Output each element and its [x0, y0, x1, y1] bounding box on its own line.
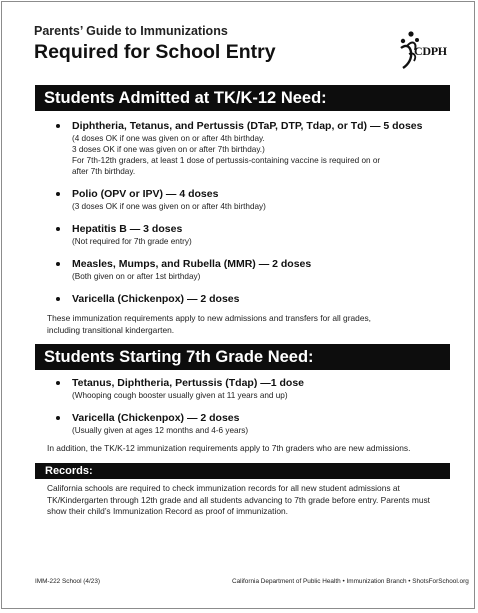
document-page	[1, 1, 475, 609]
page-header	[34, 24, 276, 65]
item-note: (Both given on or after 1st birthday)	[72, 272, 201, 281]
records-paragraph	[47, 483, 442, 518]
list-item	[56, 376, 436, 401]
list-item	[56, 292, 436, 306]
item-title: Tetanus, Diphtheria, Pertussis (Tdap) —1 dose	[72, 377, 305, 389]
item-note: (4 doses OK if one was given on or after 4th birthday.	[72, 134, 265, 143]
item-note: 3 doses OK if one was given on or after 7th birthday.)	[72, 145, 265, 154]
item-title: Polio (OPV or IPV) — 4 doses	[72, 188, 219, 200]
records-line: show their child’s Immunization Record as proof of immunization.	[47, 506, 288, 516]
7th-grade-requirements-list	[56, 376, 436, 436]
footnote-line: These immunization requirements apply to new admissions and transfers for all grades,	[47, 313, 371, 323]
item-note: (Usually given at ages 12 months and 4-6 years)	[72, 426, 249, 435]
item-note: (Not required for 7th grade entry)	[72, 237, 192, 246]
item-note: (Whooping cough booster usually given at 11 years and up)	[72, 391, 288, 400]
section-heading-7th-grade: Students Starting 7th Grade Need:	[35, 344, 450, 370]
list-item	[56, 222, 436, 247]
item-note: For 7th-12th graders, at least 1 dose of pertussis-containing vaccine is required on or	[72, 156, 381, 165]
list-item	[56, 257, 436, 282]
section2-footnote: In addition, the TK/K-12 immunization requirements apply to 7th graders who are new admissions.	[47, 443, 411, 453]
item-note: after 7th birthday.	[72, 167, 136, 176]
item-note: (3 doses OK if one was given on or after 4th birthday)	[72, 202, 266, 211]
section1-footnote	[47, 313, 442, 336]
section-heading-records: Records:	[35, 463, 450, 479]
records-line: TK/Kindergarten through 12th grade and all students advancing to 7th grade before entry. Parents must	[47, 494, 431, 505]
list-item	[56, 119, 436, 177]
page-kicker: Parents’ Guide to Immunizations	[34, 24, 228, 38]
page-title: Required for School Entry	[34, 41, 276, 63]
item-title: Measles, Mumps, and Rubella (MMR) — 2 doses	[72, 258, 312, 270]
tk-k12-requirements-list	[56, 119, 436, 306]
footnote-line: including transitional kindergarten.	[47, 324, 175, 335]
item-title: Varicella (Chickenpox) — 2 doses	[72, 412, 240, 424]
item-title: Varicella (Chickenpox) — 2 doses	[72, 293, 240, 305]
list-item	[56, 411, 436, 436]
list-item	[56, 187, 436, 212]
item-title: Diphtheria, Tetanus, and Pertussis (DTaP, DTP, Tdap, or Td) — 5 doses	[72, 120, 423, 132]
records-line: California schools are required to check immunization records for all new student admissions at	[47, 483, 400, 493]
section-heading-tk-k12: Students Admitted at TK/K-12 Need:	[35, 85, 450, 111]
item-title: Hepatitis B — 3 doses	[72, 223, 183, 235]
cdph-logo-text: CDPH	[414, 44, 447, 58]
form-id: IMM-222 School (4/23)	[35, 578, 100, 585]
footer-credit: California Department of Public Health • Immunization Branch • ShotsForSchool.org	[232, 578, 469, 585]
